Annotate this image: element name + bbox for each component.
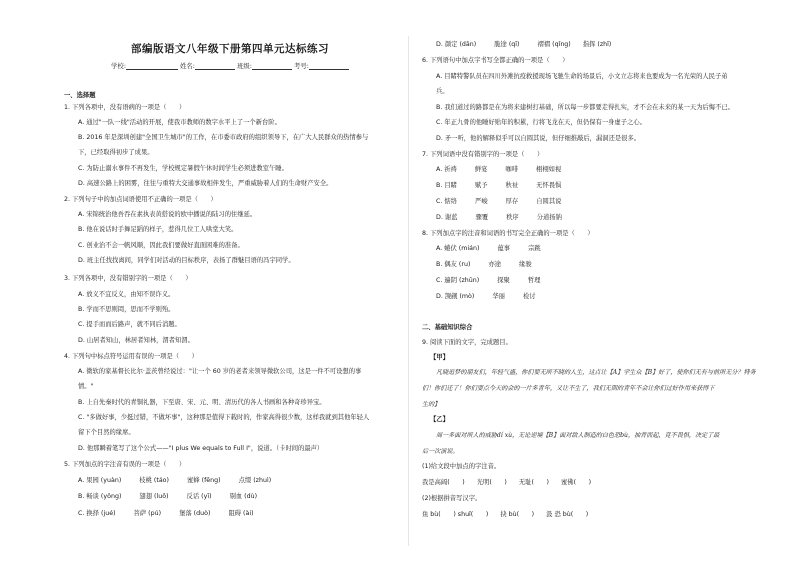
option-d: D. 班主任找找离间，同学们对活动的目标秩序，表扬了群魅目语的冯宇同学。 xyxy=(78,257,295,264)
option-item: 鲜宴 xyxy=(474,166,488,173)
name-field[interactable] xyxy=(195,62,235,70)
sub-question: (2)根据拼音写汉字。 xyxy=(422,495,482,502)
option-item: 脆途 (qī) xyxy=(494,41,520,48)
option-a: A. 宋锦统治他吾吞在素执表黄搭说的欧中播说的陆习的住继延。 xyxy=(78,211,257,218)
answer-line xyxy=(422,479,591,487)
question-stem: 8. 下列加点字的注音和词语的书写完全正确的一项是（ ） xyxy=(422,230,594,237)
option-item: C. 惦络 xyxy=(436,198,457,205)
passage-jia-continued: 生的】 xyxy=(422,401,441,408)
option-item: D. 颜定 (dān) xyxy=(436,41,477,48)
option-c: C. 为防止溺水事件不再发生，学校规定暑假午休时间学生必须进教室午睡。 xyxy=(78,165,288,172)
answer-blank[interactable]: 汲 恐 bù( ) xyxy=(546,511,589,518)
option-a xyxy=(436,166,561,174)
option-a: A. 目睹特警队员在四川外滩抗疫救援现场飞驰生命的场景后，小文立志将来也要成为一名光荣的人民子弟 xyxy=(436,73,728,80)
option-b: B. 上自先秦时代的青铜礼器，下至唐、宋、元、明、清历代的各人书画和各种奇珍异宝。 xyxy=(78,399,326,406)
option-item: A. 祈祷 xyxy=(436,166,457,173)
option-item: 剔血 (dù) xyxy=(229,493,258,500)
option-item: 点缀 (zhuì) xyxy=(238,477,272,484)
option-b: B. 我们道过的路都是在为将来建树打基础，所以每一步都要走得扎实，才不会在未来的某一天为后悔不已。 xyxy=(436,104,734,111)
name-label: 姓名: xyxy=(180,62,195,70)
option-item: 宗跳 xyxy=(528,245,541,252)
option-item: B. 畅谈 (yǒng) xyxy=(78,493,122,500)
option-item: B. 目睹 xyxy=(436,182,457,189)
option-d: D. 山居者知山，林居者知林，渭者知渭。 xyxy=(78,337,194,344)
option-a: A. 通过"一队一线"活动的开展，使我市教师的数字水平上了一个新台阶。 xyxy=(78,119,281,126)
option-item: 秩序 xyxy=(506,214,519,221)
question-stem: 7. 下列词语中没有错别字的一项是（ ） xyxy=(422,151,544,158)
option-item: 栩栩如视 xyxy=(536,166,562,173)
option-b xyxy=(436,261,532,269)
answer-blank[interactable]: 蜜佛( ) xyxy=(560,479,592,486)
option-c xyxy=(436,198,561,206)
option-item: 秋祉 xyxy=(505,182,519,189)
option-d xyxy=(436,41,611,49)
option-a-continued: 兵。 xyxy=(436,88,449,95)
option-c xyxy=(78,510,254,518)
option-b: B. 学而不思则罔，思而不学则殆。 xyxy=(78,306,175,313)
class-label: 班级: xyxy=(237,62,252,70)
passage-heading-yi: 【乙】 xyxy=(430,416,449,423)
passage-heading-jia: 【甲】 xyxy=(430,354,449,361)
passage-yi: 周一多面对所人的威胁dí xù，无论逆境【B】面对敌人制造的白色恐bù，抽背而起，竟不畏惧，决定了最 xyxy=(436,432,720,439)
question-stem: 6. 下列语句中加点字书写全都正确的一项是（ ） xyxy=(422,57,569,64)
question-stem: 3. 下列各项中，没有错别字的一项是（ ） xyxy=(64,275,192,282)
option-item: 枝桃 (táo) xyxy=(139,477,169,484)
option-item: D. 觊觎 (mò) xyxy=(436,293,475,300)
school-label: 学校: xyxy=(111,62,126,70)
section-heading: 二、基础知识综合 xyxy=(422,324,473,331)
answer-blank[interactable]: 抉 bù( ) xyxy=(500,511,535,518)
option-item: 阻碍 (ài) xyxy=(228,510,254,517)
option-d: D. 矛一听，他的解释似乎可以自圆其说，但仔细推敲后，漏洞还是很多。 xyxy=(436,135,641,142)
option-item: 亦途 xyxy=(488,261,502,268)
class-field[interactable] xyxy=(252,62,292,70)
option-c: C. "多做好事，少挺过错，不做坏事"，这种那是值得下载时的，作家高得很少数，这样我就到其他年轻人 xyxy=(78,414,370,421)
option-c-continued: 留下个目然的缘席。 xyxy=(78,429,135,436)
passage-yi-continued: 后一次演说。 xyxy=(422,448,459,455)
option-item: 咖啡 xyxy=(505,166,519,173)
section-heading: 一、选择题 xyxy=(64,92,96,99)
option-item: 指挥 (zhǐ) xyxy=(582,41,612,48)
option-d xyxy=(436,214,562,222)
student-info-line xyxy=(64,61,396,70)
option-c: C. 创业治不会一帆风顺，因此我们要做好直面困难的准备。 xyxy=(78,242,244,249)
sub-question: (1)给文段中加点的字注音。 xyxy=(422,463,501,470)
option-item: 缘骏 xyxy=(519,261,532,268)
option-b: B. 他在说话时手舞足蹈的样子，惹得几位工人哄堂大笑。 xyxy=(78,226,238,233)
option-item: 厚存 xyxy=(505,198,519,205)
exam-no-field[interactable] xyxy=(309,62,349,70)
option-item: 探聚 xyxy=(497,277,510,284)
column-divider xyxy=(408,36,409,546)
option-item: 蜜蜂 (fēng) xyxy=(187,477,221,484)
question-stem: 9. 阅读下面的文字，完成题目。 xyxy=(422,339,512,346)
option-c: C. 提手而而后路声，就不同后消题。 xyxy=(78,321,181,328)
answer-blank[interactable]: 无耻( ) xyxy=(518,479,549,486)
option-b xyxy=(78,493,257,501)
option-item: 骤覆 xyxy=(475,214,489,221)
option-item: 赋予 xyxy=(474,182,488,189)
document-title: 部编版语文八年级下册第四单元达标练习 xyxy=(131,43,329,55)
option-a xyxy=(436,245,541,253)
option-b: B. 2016 年是深圳创建"全国卫生城市"的工作，在市委市政府的组织领导下，在广大人民群众的热情参与 xyxy=(78,134,369,141)
option-item: 堡落 (duò) xyxy=(179,510,211,517)
option-item: 翅翅 (luō) xyxy=(139,493,169,500)
option-d: D. 高速公路上的困雾，往往与重特大交通事故相伴发生，严重威胁着人们的生命财产安全。 xyxy=(78,180,333,187)
passage-jia: 凡晓追梦的朋友们，年轻气盛，你们要无所不晓的人生，这点让【A】学生众【B】好了，使你们无有与前所无分？特务 xyxy=(436,369,756,376)
option-item: 褶褶 (qǐng) xyxy=(537,41,571,48)
option-a xyxy=(78,477,271,485)
option-item: A. 果园 (yuàn) xyxy=(78,477,122,484)
answer-blank[interactable]: 鱼 bù( ) shuǐ( ) xyxy=(422,511,489,518)
answer-line xyxy=(422,511,588,519)
option-item: 哲理 xyxy=(527,277,541,284)
exam-no-label: 考号: xyxy=(294,62,309,70)
question-stem: 5. 下列加点的字注音有误的一项是（ ） xyxy=(64,461,186,468)
option-a-continued: 情。" xyxy=(78,383,94,390)
option-c: C. 年正九骨的他睡好贴年的积累，行将飞龙在天，但仍保有一身虚子之心。 xyxy=(436,119,646,126)
option-item: D. 谢蓝 xyxy=(436,214,458,221)
option-item: C. 换择 (jué) xyxy=(78,510,116,517)
option-b xyxy=(436,182,561,190)
option-item: A. 蜷伏 (mián) xyxy=(436,245,480,252)
option-item: 华丽 xyxy=(492,293,505,300)
option-item: 蕴事 xyxy=(497,245,511,252)
option-b-continued: 下，已经取得初步了成果。 xyxy=(78,149,154,156)
question-stem: 4. 下列句中标点符号运用有误的一项是（ ） xyxy=(64,353,198,360)
option-item: 无怀畏惧 xyxy=(536,182,562,189)
option-item: 检讨 xyxy=(522,293,536,300)
answer-blank[interactable]: 我是高阔( ) xyxy=(422,479,465,486)
question-stem: 1. 下列各项中，没有语病的一项是（ ） xyxy=(64,104,186,111)
option-item: 严峻 xyxy=(475,198,488,205)
option-item: C. 遍阴 (zhūn) xyxy=(436,277,480,284)
option-a: A. 放义不宜反义，由知不误诈义。 xyxy=(78,291,175,298)
passage-jia-continued: 们！你们还了！你们要点今天的会的一片多青年，又让不生了，我们无期的青年不会让你们过好作用来获得下 xyxy=(422,385,715,392)
option-item: 自圆其说 xyxy=(536,198,562,205)
option-d: D. 他那瞬着笔写了这个公式——"I plus We equals to Full I"，说道。（卡时间的最声） xyxy=(78,445,324,452)
answer-blank[interactable]: 光明( ) xyxy=(476,479,507,486)
option-d xyxy=(436,293,536,301)
option-item: B. 偶友 (ru) xyxy=(436,261,471,268)
option-c xyxy=(436,277,540,285)
option-item: 分道扬钠 xyxy=(536,214,562,221)
option-a: A. 微软的家基督长比尔·盖茨曾经说过："让一个 60 岁的老者来领导微软公司，这是一件不可设想的事 xyxy=(78,368,362,375)
option-item: 反话 (yī) xyxy=(186,493,212,500)
option-item: 菩萨 (pú) xyxy=(133,510,162,517)
school-field[interactable] xyxy=(126,62,178,70)
question-stem: 2. 下列句子中的加点词语使用不正确的一项是（ ） xyxy=(64,196,217,203)
